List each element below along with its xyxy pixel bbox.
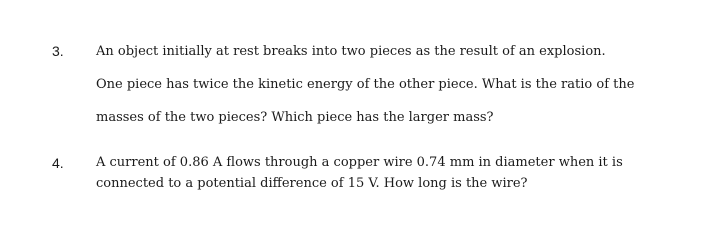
question-line: A current of 0.86 A flows through a copper wire 0.74 mm in diameter when it is [96, 155, 623, 170]
question-text [96, 152, 696, 194]
question-line: One piece has twice the kinetic energy of the other piece. What is the ratio of the [96, 77, 635, 92]
question-number: 3. [52, 43, 64, 59]
question-line: masses of the two pieces? Which piece has the larger mass? [96, 110, 494, 125]
question-line: connected to a potential difference of 15 V. How long is the wire? [96, 176, 528, 191]
question-line: An object initially at rest breaks into two pieces as the result of an explosion. [96, 44, 606, 59]
question-number: 4. [52, 155, 64, 171]
question-text [96, 35, 696, 134]
